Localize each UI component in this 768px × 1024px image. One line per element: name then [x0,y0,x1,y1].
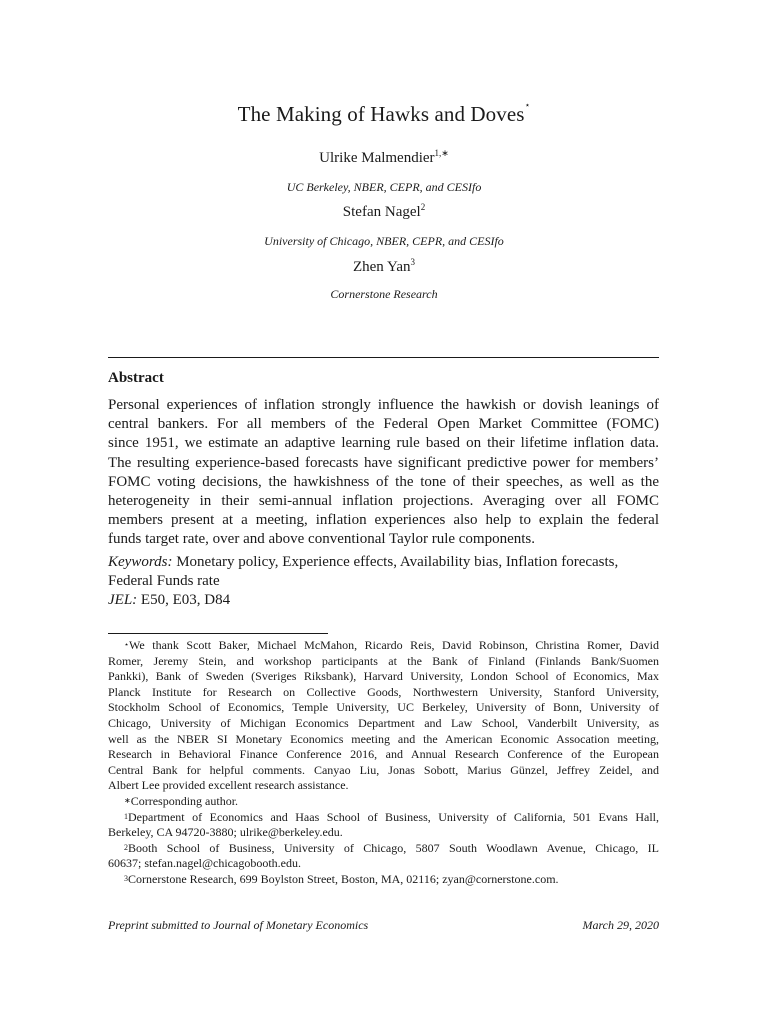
footnote-2-line [108,841,659,857]
author-name [0,259,768,276]
footnote-text: Corresponding author. [130,793,239,808]
footnote-text: We thank Scott Baker, Michael McMahon, Ricardo Reis, David Robinson, Christina Romer, David [129,638,659,652]
footnote-rule [108,633,328,634]
author-1-mark: 1,∗ [434,148,449,158]
title-footnote-mark: ⋆ [524,100,531,110]
author-2-mark: 2 [420,202,426,212]
footnote-2-line: 60637; stefan.nagel@chicagobooth.edu. [108,856,301,871]
author-1-name: Ulrike Malmendier [319,150,435,166]
footnote-thanks-line: Stockholm School of Economics, Temple University, UC Berkeley, University of Bonn, University of [108,700,659,715]
footnote-3-mark: 3 [124,873,128,883]
abstract-line: heterogeneity in their semi-annual inflation projections. Averaging over all FOMC [108,493,659,510]
footnote-thanks-line: Research in Behavioral Finance Conference 2016, and Annual Research Conference of the European [108,747,659,762]
thanks-mark: ⋆ [124,640,130,649]
abstract-top-rule [108,357,659,358]
keywords-line-2: Federal Funds rate [108,573,220,590]
footnote-thanks-line: Romer, Jeremy Stein, and workshop participants at the Bank of Finland (Finlands Bank/Suomen [108,653,659,668]
footnote-thanks-line: well as the NBER SI Monetary Economics meeting and the American Economic Assocation meeting, [108,731,659,746]
author-3-name: Zhen Yan [352,259,411,275]
abstract-line: The resulting experience-based forecasts have significant predictive power for members’ [108,454,659,471]
abstract-line: since 1951, we estimate an adaptive learning rule based on their lifetime inflation data. [108,435,659,452]
footnote-3-line [108,872,659,888]
abstract-body [108,396,659,550]
footer-journal: Preprint submitted to Journal of Monetary Economics [108,918,369,932]
author-3-affiliation: Cornerstone Research [330,287,438,301]
author-1-affiliation: UC Berkeley, NBER, CEPR, and CESIfo [286,180,482,194]
footnote-thanks-line: Albert Lee provided excellent research assistance. [108,778,349,793]
footnote-thanks-line [108,638,659,654]
corresponding-mark: ∗ [124,795,131,805]
footnote-corresponding [108,794,659,810]
footer-date: March 29, 2020 [582,918,659,932]
title-text: The Making of Hawks and Doves [237,102,525,126]
author-3-mark: 3 [410,257,415,267]
footnote-2-mark: 2 [124,842,128,852]
footnote-text: Booth School of Business, University of Chicago, 5807 South Woodlawn Avenue, Chicago, IL [128,840,659,855]
page-footer [108,918,659,933]
abstract-line: central bankers. For all members of the Federal Open Market Committee (FOMC) [108,416,659,433]
author-2-name: Stefan Nagel [342,204,421,220]
author-2-affiliation: University of Chicago, NBER, CEPR, and CESIfo [264,234,504,248]
footnote-thanks-line: Chicago, University of Michigan Economics Department and Law School, Vanderbilt University, as [108,715,659,730]
keywords-list: Monetary policy, Experience effects, Availability bias, Inflation forecasts, [172,554,619,570]
author-name [0,150,768,167]
author-name [0,204,768,221]
footnotes [108,638,659,888]
paper-title [0,102,768,127]
keywords-line [108,553,659,572]
abstract-line: Personal experiences of inflation strongly influence the hawkish or dovish leanings of [108,397,659,413]
abstract-line: funds target rate, over and above conventional Taylor rule components. [108,531,536,548]
abstract-line: FOMC voting decisions, the hawkishness of the tone of their speeches, as well as the [108,473,659,490]
footnote-1-mark: 1 [124,811,128,821]
footnote-thanks-line: Planck Institute for Research on Collective Goods, Northwestern University, Stanford University, [108,684,659,699]
footnote-text: Cornerstone Research, 699 Boylston Street, Boston, MA, 02116; zyan@cornerstone.com. [128,871,559,886]
footnote-1-line [108,810,659,826]
abstract-line: members present at a meeting, inflation experiences also help to explain the federal [108,512,659,529]
footnote-1-line: Berkeley, CA 94720-3880; ulrike@berkeley.edu. [108,825,343,840]
jel-codes: E50, E03, D84 [137,592,231,609]
jel-line [108,591,659,610]
keywords-block [108,553,659,611]
abstract-heading: Abstract [108,370,164,386]
keywords-label: Keywords: [108,554,173,570]
footnote-text: Department of Economics and Haas School of Business, University of California, 501 Evans Hall, [128,809,659,824]
footnote-thanks-line: Pankki), Bank of Sweden (Sveriges Riksbank), Harvard University, London School of Economics, Max [108,669,659,684]
jel-label: JEL: [108,592,138,609]
footnote-thanks-line: Central Bank for helpful comments. Canyao Liu, Jonas Sobott, Marius Günzel, Jeffrey Zeidel, and [108,762,659,777]
